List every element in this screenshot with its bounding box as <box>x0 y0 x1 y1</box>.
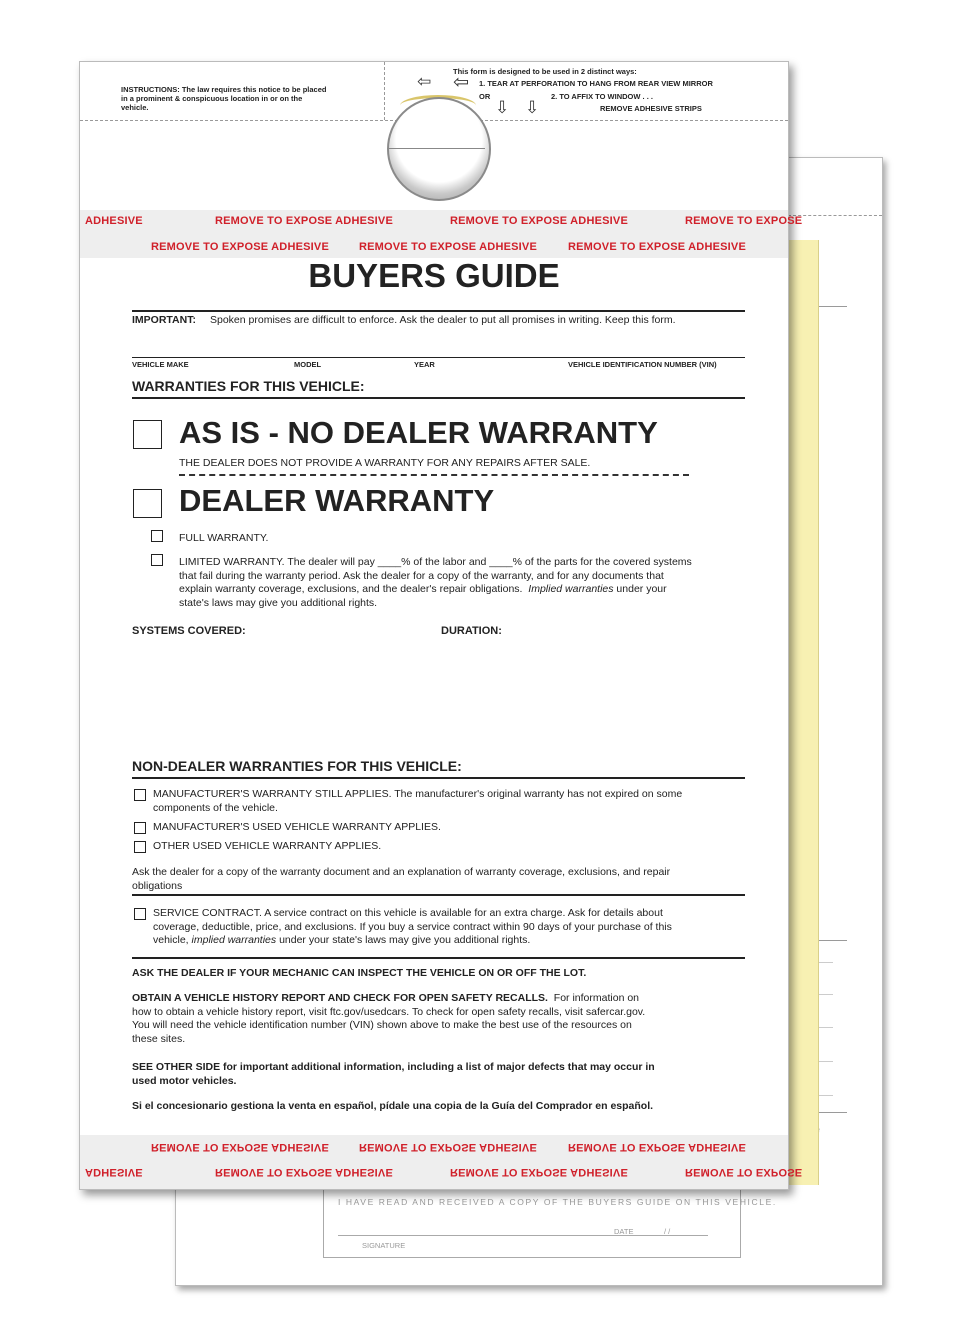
service-contract-checkbox[interactable] <box>134 908 146 920</box>
adhesive-label: REMOVE TO EXPOSE ADHESIVE <box>450 1166 628 1178</box>
history-report-bold: OBTAIN A VEHICLE HISTORY REPORT AND CHECK FOR OPEN SAFETY RECALLS. <box>132 992 548 1004</box>
see-other-side-text: used motor vehicles. <box>132 1074 237 1087</box>
manufacturer-warranty-text: MANUFACTURER'S WARRANTY STILL APPLIES. The manufacturer's original warranty has not expired on some <box>153 788 683 800</box>
mechanic-inspection-text: ASK THE DEALER IF YOUR MECHANIC CAN INSPECT THE VEHICLE ON OR OFF THE LOT. <box>132 967 587 979</box>
adhesive-strip-bottom[interactable] <box>80 1135 803 1189</box>
adhesive-label: REMOVE TO EXPOSE <box>685 1166 803 1178</box>
limited-warranty-text: state's laws may give you additional rights. <box>179 596 378 609</box>
important-text: Spoken promises are difficult to enforce. Ask the dealer to put all promises in writing. Keep this form. <box>210 314 676 326</box>
limited-warranty-text <box>179 583 667 597</box>
other-used-checkbox[interactable] <box>134 841 146 853</box>
adhesive-label: REMOVE TO EXPOSE ADHESIVE <box>151 1141 329 1153</box>
date-separator: / / <box>664 1227 671 1236</box>
title-rule <box>132 310 745 312</box>
limited-warranty-checkbox[interactable] <box>151 554 163 566</box>
arrow-down-icon: ⇩ <box>495 98 510 117</box>
usage-or: OR <box>479 92 491 101</box>
model-label: MODEL <box>294 360 322 369</box>
see-other-side-text: SEE OTHER SIDE for important additional information, including a list of major defects that may occur in <box>132 1061 655 1073</box>
arrow-left-icon: ⇦ <box>417 72 432 91</box>
history-report-text: how to obtain a vehicle history report, visit ftc.gov/usedcars. To check for open safety recalls, visit safercar.gov. <box>132 1005 646 1018</box>
history-report-line: For information on <box>553 992 640 1004</box>
arrow-down-icon: ⇩ <box>525 98 540 117</box>
adhesive-label: REMOVE TO EXPOSE ADHESIVE <box>359 241 537 253</box>
systems-covered-label: SYSTEMS COVERED: <box>132 625 246 637</box>
adhesive-label: REMOVE TO EXPOSE ADHESIVE <box>568 241 746 253</box>
signature-line <box>338 1235 708 1236</box>
limited-warranty-line: under your <box>616 583 667 595</box>
ask-dealer-text: obligations <box>132 879 183 892</box>
signature-label: SIGNATURE <box>362 1241 406 1250</box>
vehicle-field-line <box>132 357 745 358</box>
spanish-notice: Si el concesionario gestiona la venta en español, pídale una copia de la Guía del Comprador en español. <box>132 1100 654 1112</box>
adhesive-label: REMOVE TO EXPOSE <box>685 215 803 227</box>
tear-perforation <box>384 62 385 120</box>
manufacturer-warranty-text: components of the vehicle. <box>153 801 278 814</box>
manufacturer-warranty-checkbox[interactable] <box>134 789 146 801</box>
section-rule <box>132 894 745 896</box>
limited-warranty-text: that fail during the warranty period. Ask the dealer for a copy of the warranty, and for any documents that <box>179 569 664 582</box>
service-contract-text <box>153 934 530 948</box>
important-label: IMPORTANT: <box>132 314 196 326</box>
manufacturer-used-text: MANUFACTURER'S USED VEHICLE WARRANTY APPLIES. <box>153 821 441 833</box>
limited-warranty-line: explain warranty coverage, exclusions, and the dealer's repair obligations. <box>179 583 523 595</box>
signature-box <box>323 1188 777 1258</box>
warranties-heading: WARRANTIES FOR THIS VEHICLE: <box>132 378 365 394</box>
duration-label: DURATION: <box>441 625 502 637</box>
vin-label: VEHICLE IDENTIFICATION NUMBER (VIN) <box>568 360 717 369</box>
instructions-text: INSTRUCTIONS: The law requires this notice to be placed in a prominent & conspicuous location in or on the vehicle. <box>121 85 327 112</box>
adhesive-strip-top[interactable] <box>80 210 803 258</box>
implied-warranties-italic: implied warranties <box>191 934 277 946</box>
dealer-warranty-checkbox[interactable] <box>133 489 162 518</box>
adhesive-label: REMOVE TO EXPOSE ADHESIVE <box>151 241 329 253</box>
adhesive-label: ADHESIVE <box>85 1166 143 1178</box>
hanger-slit <box>389 148 485 149</box>
history-report-text: You will need the vehicle identification number (VIN) shown above to make the best use of the resources on <box>132 1019 632 1031</box>
usage-step-2: 2. TO AFFIX TO WINDOW . . . <box>551 92 653 101</box>
as-is-text: THE DEALER DOES NOT PROVIDE A WARRANTY FOR ANY REPAIRS AFTER SALE. <box>179 457 591 469</box>
usage-title: This form is designed to be used in 2 distinct ways: <box>453 67 637 76</box>
adhesive-label: REMOVE TO EXPOSE ADHESIVE <box>215 215 393 227</box>
as-is-divider <box>179 474 689 476</box>
as-is-checkbox[interactable] <box>133 420 162 449</box>
mirror-hanger-hole[interactable] <box>387 97 491 201</box>
history-report-text <box>132 992 639 1006</box>
adhesive-label: REMOVE TO EXPOSE ADHESIVE <box>450 215 628 227</box>
section-rule <box>132 397 745 399</box>
service-contract-text: coverage, deductible, price, and exclusions. If you buy a service contract within 90 days of your purchase of this <box>153 920 672 933</box>
buyers-guide-sheet <box>79 61 803 1190</box>
service-contract-line: under your state's laws may give you additional rights. <box>279 934 531 946</box>
history-report-text: these sites. <box>132 1032 186 1045</box>
adhesive-label: ADHESIVE <box>85 215 143 227</box>
adhesive-label: REMOVE TO EXPOSE ADHESIVE <box>359 1141 537 1153</box>
dealer-warranty-title: DEALER WARRANTY <box>179 483 495 518</box>
arrow-left-icon: ⇦ <box>453 72 469 93</box>
year-label: YEAR <box>414 360 435 369</box>
full-warranty-checkbox[interactable] <box>151 530 163 542</box>
manufacturer-used-checkbox[interactable] <box>134 822 146 834</box>
usage-step-1: 1. TEAR AT PERFORATION TO HANG FROM REAR VIEW MIRROR <box>479 79 713 88</box>
acknowledgement-text: I HAVE READ AND RECEIVED A COPY OF THE BUYERS GUIDE ON THIS VEHICLE. <box>338 1197 777 1207</box>
usage-remove: REMOVE ADHESIVE STRIPS <box>600 104 702 113</box>
vehicle-make-label: VEHICLE MAKE <box>132 360 189 369</box>
ask-dealer-text: Ask the dealer for a copy of the warranty document and an explanation of warranty coverage, exclusions, and repair <box>132 866 671 878</box>
section-rule <box>132 957 745 959</box>
as-is-title: AS IS - NO DEALER WARRANTY <box>179 415 658 450</box>
full-warranty-label: FULL WARRANTY. <box>179 532 269 544</box>
implied-warranties-italic: Implied warranties <box>528 583 614 595</box>
adhesive-label: REMOVE TO EXPOSE ADHESIVE <box>215 1166 393 1178</box>
service-contract-text: SERVICE CONTRACT. A service contract on this vehicle is available for an extra charge. Ask for details about <box>153 907 663 919</box>
section-rule <box>132 777 745 779</box>
date-label: DATE <box>614 1227 634 1236</box>
page-title: BUYERS GUIDE <box>308 257 560 294</box>
adhesive-label: REMOVE TO EXPOSE ADHESIVE <box>568 1141 746 1153</box>
other-used-text: OTHER USED VEHICLE WARRANTY APPLIES. <box>153 840 382 852</box>
non-dealer-heading: NON-DEALER WARRANTIES FOR THIS VEHICLE: <box>132 758 462 774</box>
limited-warranty-text: LIMITED WARRANTY. The dealer will pay ____% of the labor and ____% of the parts for the covered systems <box>179 556 692 568</box>
service-contract-line: vehicle, <box>153 934 189 946</box>
